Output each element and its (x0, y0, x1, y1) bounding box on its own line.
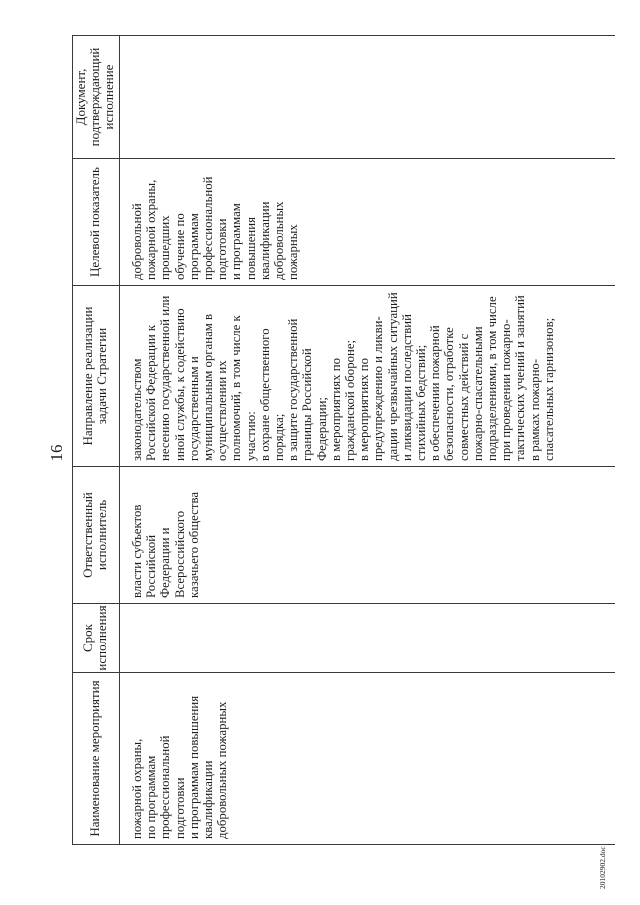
page-number: 16 (47, 444, 66, 462)
cell-text-line: Российской (144, 534, 159, 598)
header-cell-confirming-document (73, 36, 120, 158)
measures-table (72, 35, 615, 845)
cell-text-line: иной службы, к содействию (172, 308, 187, 461)
cell-text-line: дации чрезвычайных ситуаций (385, 292, 400, 461)
cell-text-line: пожарно-спасательными (470, 326, 485, 461)
header-cell-event-name (73, 673, 120, 844)
cell-text-line: предупреждению и ликви- (371, 316, 386, 461)
cell-text-line: и программам повышения (186, 695, 201, 839)
cell-text-line: в обеспечении пожарной (428, 325, 443, 461)
cell-text-line: в мероприятиях по (328, 358, 343, 461)
header-text-line: задачи Стратегии (93, 327, 109, 425)
column-target-indicator (73, 158, 615, 285)
cell-text-line: квалификации (201, 760, 216, 839)
cell-text-line: профессиональной (201, 176, 216, 280)
cell-text-line: Всероссийского (172, 510, 187, 598)
cell-text-line: казачьего общества (186, 492, 201, 598)
cell-text-line: Федерации и (158, 527, 173, 598)
cell-text-line: пожарной охраны, (144, 179, 159, 280)
cell-text-line: законодательством (130, 358, 144, 461)
cell-text-line: тактических учений и занятий (513, 295, 528, 461)
column-responsible-executor (73, 466, 615, 603)
cell-text-line: и ликвидации последствий (399, 314, 414, 461)
body-cell-strategy-direction (120, 286, 615, 466)
body-cell-responsible-executor (120, 467, 615, 603)
header-text-line: Ответственный (79, 492, 95, 578)
footer-filename: 20102902.doc (598, 846, 607, 889)
header-text-line: исполнения (93, 605, 109, 671)
cell-text-line: государственным и (186, 356, 201, 461)
column-deadline (73, 603, 615, 672)
cell-text-line: власти субъектов (130, 504, 144, 598)
cell-text-line: добровольных пожарных (215, 701, 230, 839)
cell-text-line: подготовки (215, 218, 230, 280)
cell-text-line: пожарных (286, 224, 301, 280)
header-cell-strategy-direction (73, 286, 120, 466)
cell-text-line: Федерации; (314, 397, 329, 461)
cell-text-line: обучение по (172, 213, 187, 280)
cell-text-line: подготовки (172, 777, 187, 839)
cell-text-line: гражданской обороне; (343, 339, 358, 461)
cell-text-line: по программам (144, 755, 159, 839)
cell-text-line: в охране общественного (257, 328, 272, 461)
cell-text-line: повышения (243, 216, 258, 280)
cell-text-line: полномочий, в том числе к (229, 315, 244, 461)
cell-text-line: профессиональной (158, 735, 173, 839)
header-text-line: Целевой показатель (86, 167, 102, 277)
header-text-line: Срок (79, 624, 95, 652)
cell-text-line: пожарной охраны, (130, 738, 144, 839)
column-event-name (73, 672, 615, 844)
header-text-line: исполнитель (93, 499, 109, 571)
body-cell-confirming-document (120, 36, 615, 158)
cell-text-line: границы Российской (300, 348, 315, 461)
cell-text-line: в рамках пожарно- (527, 358, 542, 461)
cell-text-line: несению государственной или (158, 295, 173, 461)
cell-text-line: порядка; (272, 413, 287, 461)
header-cell-target-indicator (73, 159, 120, 285)
cell-text-line: стихийных бедствий; (414, 344, 429, 461)
cell-text-line: Российской Федерации к (144, 324, 159, 461)
cell-text-line: в мероприятиях по (357, 358, 372, 461)
header-cell-deadline (73, 604, 120, 672)
cell-text-line: добровольных (272, 201, 287, 280)
cell-text-line: подразделениями, в том числе (485, 296, 500, 461)
cell-text-line: квалификации (257, 201, 272, 280)
body-cell-event-name (120, 673, 615, 844)
cell-text-line: и программам (229, 203, 244, 280)
cell-text-line: участию: (243, 411, 258, 461)
cell-text-line: при проведении пожарно- (499, 319, 514, 461)
cell-text-line: прошедших (158, 215, 173, 280)
header-cell-responsible-executor (73, 467, 120, 603)
cell-text-line: в защите государственной (286, 318, 301, 461)
body-cell-target-indicator (120, 159, 615, 285)
header-text-line: Документ, (72, 68, 88, 126)
column-confirming-document (73, 36, 615, 158)
header-text-line: Наименование мероприятия (86, 680, 102, 837)
header-text-line: Направление реализации (79, 306, 95, 446)
cell-text-line: добровольной (130, 203, 144, 280)
cell-text-line: осуществлении их (215, 360, 230, 461)
cell-text-line: безопасности, отработке (442, 327, 457, 461)
cell-text-line: совместных действий с (456, 333, 471, 461)
body-cell-deadline (120, 604, 615, 672)
header-text-line: исполнение (100, 64, 116, 130)
cell-text-line: спасательных гарнизонов; (541, 317, 556, 461)
header-text-line: подтверждающий (86, 47, 102, 147)
column-strategy-direction (73, 285, 615, 466)
cell-text-line: муниципальным органам в (201, 313, 216, 461)
cell-text-line: программам (186, 213, 201, 280)
